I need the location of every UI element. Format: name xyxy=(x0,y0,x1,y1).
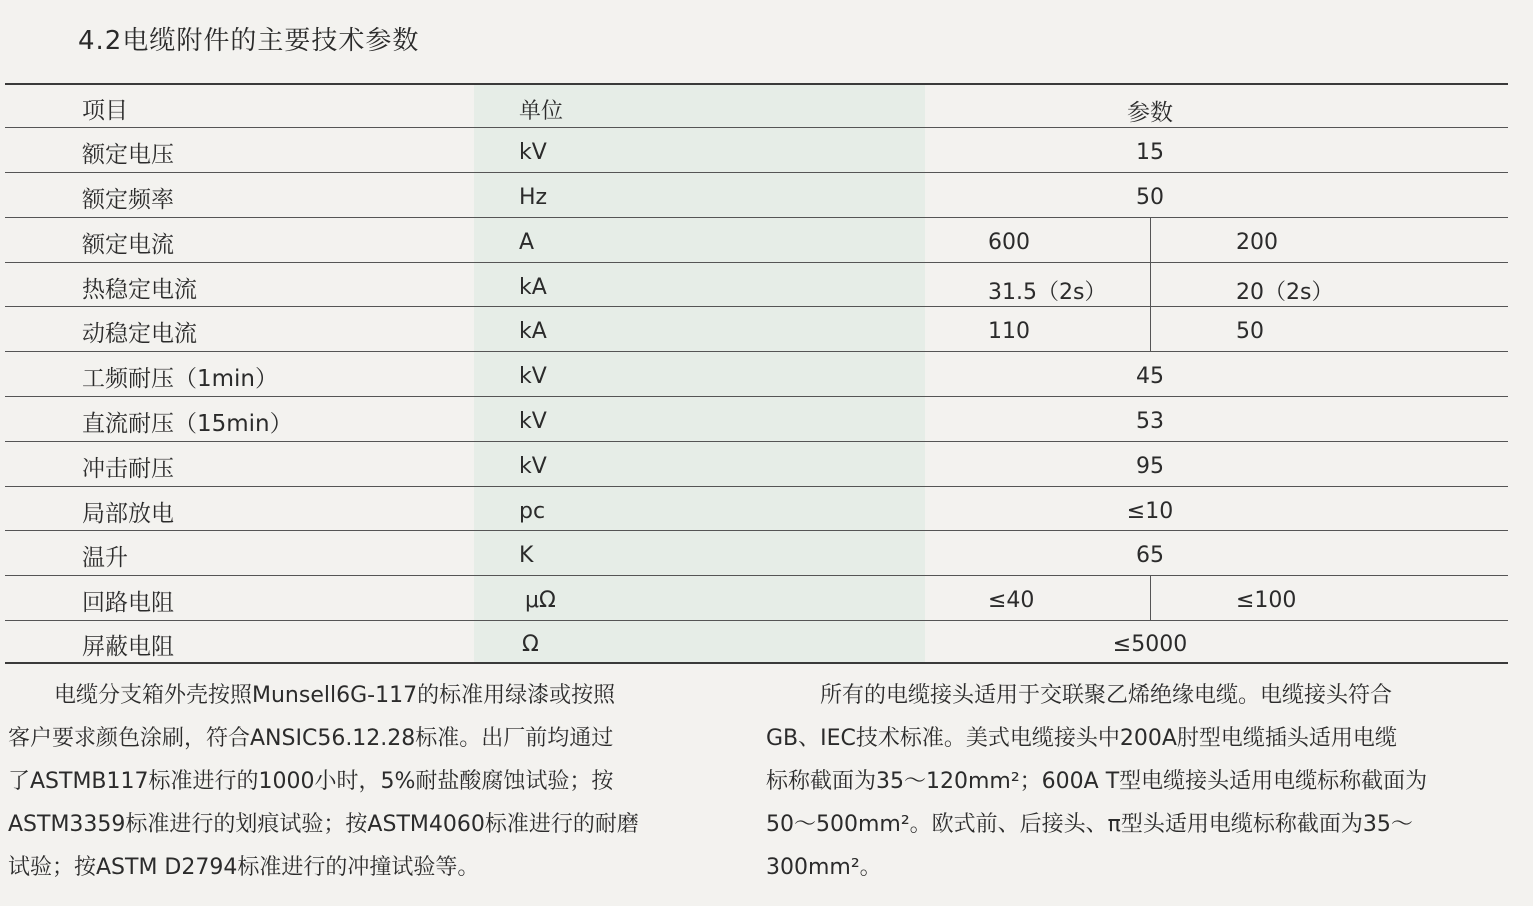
section-title: 4.2电缆附件的主要技术参数 xyxy=(78,26,420,56)
row-value: ≤10 xyxy=(1126,499,1174,524)
paragraph-line: GB、IEC技术标准。美式电缆接头中200A肘型电缆插头适用电缆 xyxy=(766,726,1397,751)
row-unit: Ω xyxy=(522,632,539,657)
table-row xyxy=(0,403,1533,448)
row-unit: kV xyxy=(519,140,547,165)
row-value-left: ≤40 xyxy=(988,588,1035,613)
row-item: 工频耐压（1min） xyxy=(82,366,279,392)
header-item: 项目 xyxy=(82,98,128,124)
row-item: 直流耐压（15min） xyxy=(82,411,293,437)
table-row xyxy=(0,224,1533,269)
row-value-right: 200 xyxy=(1236,230,1278,255)
row-item: 局部放电 xyxy=(82,501,174,527)
table-row xyxy=(0,582,1533,627)
paragraph-line: 客户要求颜色涂刷，符合ANSIC56.12.28标准。出厂前均通过 xyxy=(8,726,614,751)
table-row xyxy=(0,537,1533,582)
header-unit: 单位 xyxy=(519,99,564,124)
row-item: 热稳定电流 xyxy=(82,277,197,303)
table-top-rule xyxy=(5,83,1508,85)
row-unit: μΩ xyxy=(525,588,556,613)
table-row xyxy=(0,313,1533,358)
row-item: 温升 xyxy=(82,545,128,571)
row-item: 额定电压 xyxy=(82,142,174,168)
enclosure-paragraph xyxy=(8,674,708,889)
row-unit: kV xyxy=(519,454,547,479)
row-unit: kA xyxy=(519,275,547,300)
row-value-right: ≤100 xyxy=(1236,588,1297,613)
row-value: ≤5000 xyxy=(1112,632,1188,657)
paragraph-line: 电缆分支箱外壳按照Munsell6G-117的标准用绿漆或按照 xyxy=(54,683,616,708)
connector-paragraph xyxy=(766,674,1516,889)
row-item: 回路电阻 xyxy=(82,590,174,616)
row-unit: Hz xyxy=(519,185,548,210)
row-unit: kV xyxy=(519,409,547,434)
paragraph-line: 50～500mm²。欧式前、后接头、π型头适用电缆标称截面为35～ xyxy=(766,812,1413,837)
row-value-left: 110 xyxy=(988,319,1030,344)
row-item: 动稳定电流 xyxy=(82,321,197,347)
table-row xyxy=(0,448,1533,493)
paragraph-line: 所有的电缆接头适用于交联聚乙烯绝缘电缆。电缆接头符合 xyxy=(820,683,1393,708)
table-row xyxy=(0,358,1533,403)
row-value: 95 xyxy=(1136,454,1164,479)
table-header-row xyxy=(0,88,1533,133)
row-value: 65 xyxy=(1136,543,1164,568)
paragraph-line: 试验；按ASTM D2794标准进行的冲撞试验等。 xyxy=(8,855,480,880)
row-value: 53 xyxy=(1136,409,1164,434)
row-value: 15 xyxy=(1136,140,1164,165)
row-value-right: 20（2s） xyxy=(1236,280,1334,305)
table-row xyxy=(0,134,1533,179)
row-item: 屏蔽电阻 xyxy=(82,634,174,660)
row-item: 额定频率 xyxy=(82,187,174,213)
row-value-right: 50 xyxy=(1236,319,1264,344)
row-value: 50 xyxy=(1136,185,1164,210)
paragraph-line: 了ASTMB117标准进行的1000小时，5%耐盐酸腐蚀试验；按 xyxy=(8,769,614,794)
row-unit: A xyxy=(519,230,535,255)
header-params: 参数 xyxy=(1127,100,1173,126)
table-row xyxy=(0,493,1533,538)
table-row xyxy=(0,269,1533,314)
table-row xyxy=(0,179,1533,224)
row-unit: kA xyxy=(519,319,547,344)
paragraph-line: 标称截面为35～120mm²；600A T型电缆接头适用电缆标称截面为 xyxy=(766,769,1428,794)
paragraph-line: ASTM3359标准进行的划痕试验；按ASTM4060标准进行的耐磨 xyxy=(8,812,639,837)
row-unit: pc xyxy=(519,499,546,524)
paragraph-line: 300mm²。 xyxy=(766,855,882,880)
row-value-left: 31.5（2s） xyxy=(988,280,1107,305)
row-unit: kV xyxy=(519,364,547,389)
row-item: 冲击耐压 xyxy=(82,456,174,482)
row-value-left: 600 xyxy=(988,230,1030,255)
row-item: 额定电流 xyxy=(82,232,174,258)
table-row xyxy=(0,626,1533,671)
row-unit: K xyxy=(519,543,534,568)
row-value: 45 xyxy=(1136,364,1164,389)
